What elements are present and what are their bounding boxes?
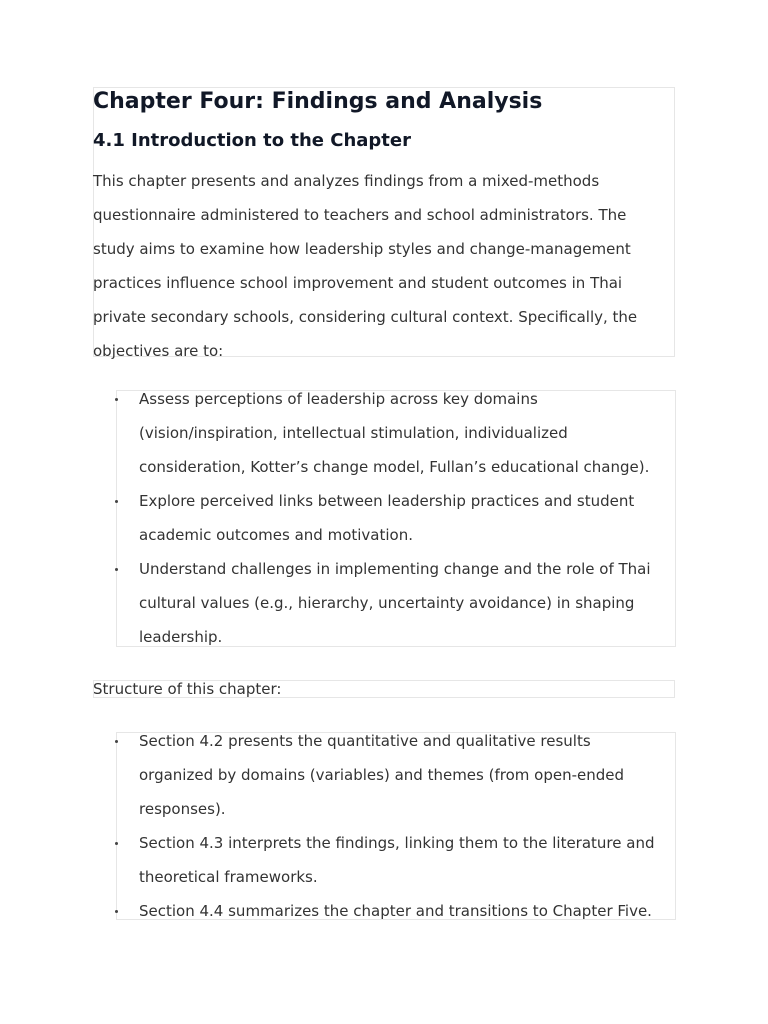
list-item-line: consideration, Kotter’s change model, Fullan’s educational change). [139,458,650,476]
chapter-title: Chapter Four: Findings and Analysis [93,89,543,114]
list-item-line: cultural values (e.g., hierarchy, uncertainty avoidance) in shaping [139,594,635,612]
bullet-icon [115,842,118,845]
intro-line: private secondary schools, considering cultural context. Specifically, the [93,308,638,326]
list-item-line: Section 4.3 interprets the findings, linking them to the literature and [139,834,655,852]
list-item [116,724,676,826]
list-item [116,826,676,894]
intro-line: practices influence school improvement and student outcomes in Thai [93,274,623,292]
list-item-line: theoretical frameworks. [139,868,318,886]
list-item-line: Understand challenges in implementing change and the role of Thai [139,560,651,578]
objectives-list [116,382,676,654]
list-item-line: Explore perceived links between leadership practices and student [139,492,635,510]
objectives-list-box [116,390,676,647]
intro-line: study aims to examine how leadership styles and change-management [93,240,631,258]
list-item-line: academic outcomes and motivation. [139,526,413,544]
intro-line: questionnaire administered to teachers and school administrators. The [93,206,627,224]
structure-label: Structure of this chapter: [93,680,282,698]
sections-list [116,724,676,928]
list-item-line: (vision/inspiration, intellectual stimulation, individualized [139,424,568,442]
intro-line: This chapter presents and analyzes findings from a mixed-methods [93,172,600,190]
bullet-icon [115,740,118,743]
bullet-icon [115,500,118,503]
structure-label-box [93,680,675,698]
list-item [116,382,676,484]
sections-list-box [116,732,676,920]
list-item-line: Section 4.2 presents the quantitative and qualitative results [139,732,591,750]
section-heading: 4.1 Introduction to the Chapter [93,130,411,151]
bullet-icon [115,568,118,571]
bullet-icon [115,398,118,401]
list-item-line: leadership. [139,628,223,646]
bullet-icon [115,910,118,913]
list-item [116,552,676,654]
intro-paragraph [93,164,673,368]
list-item [116,484,676,552]
list-item [116,894,676,928]
intro-line: objectives are to: [93,342,224,360]
list-item-line: organized by domains (variables) and themes (from open-ended [139,766,624,784]
intro-section [93,87,675,360]
list-item-line: responses). [139,800,226,818]
list-item-line: Assess perceptions of leadership across key domains [139,390,538,408]
list-item-line: Section 4.4 summarizes the chapter and transitions to Chapter Five. [139,902,652,920]
